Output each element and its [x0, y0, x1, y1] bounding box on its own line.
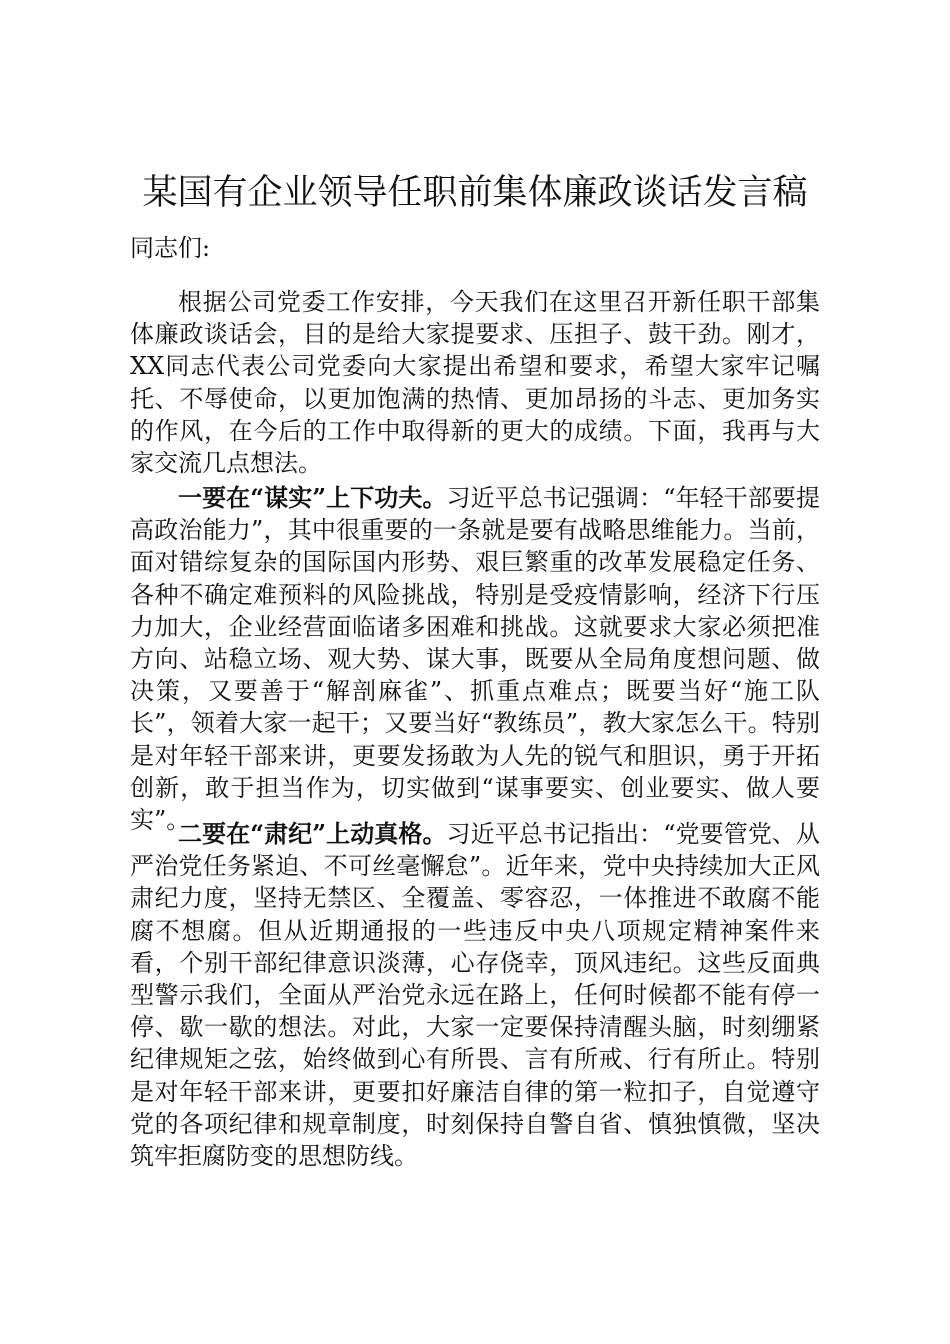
paragraph-point-one — [130, 482, 820, 836]
paragraph-body: 习近平总书记强调：“年轻干部要提高政治能力”，其中很重要的一条就是要有战略思维能力。当前，面对错综复杂的国际国内形势、艰巨繁重的改革发展稳定任务、各种不确定难预料的风险挑战，特别是受疫情影响，经济下行压力加大，企业经营面临诸多困难和挑战。这就要求大家必须把准方向、站稳立场、观大势、谋大事，既要从全局角度想问题、做决策，又要善于“解剖麻雀”、抓重点难点；既要当好“施工队长”，领着大家一起干；又要当好“教练员”，教大家怎么干。特别是对年轻干部来讲，更要发扬敢为人先的锐气和胆识，勇于开拓创新，敢于担当作为，切实做到“谋事要实、创业要实、做人要实”。 — [130, 484, 820, 835]
paragraph-body: 根据公司党委工作安排，今天我们在这里召开新任职干部集体廉政谈话会，目的是给大家提要求、压担子、鼓干劲。刚才，XX同志代表公司党委向大家提出希望和要求，希望大家牢记嘱托、不辱使命，以更加饱满的热情、更加昂扬的斗志、更加务实的作风，在今后的工作中取得新的更大的成绩。下面，我再与大家交流几点想法。 — [130, 288, 820, 478]
paragraph-point-two — [130, 818, 820, 1172]
paragraph-intro — [130, 286, 820, 479]
document-title: 某国有企业领导任职前集体廉政谈话发言稿 — [142, 173, 808, 213]
paragraph-lead-heading: 一要在“谋实”上下功夫。 — [178, 483, 447, 512]
paragraph-lead-heading: 二要在“肃纪”上动真格。 — [178, 819, 447, 848]
salutation: 同志们: — [130, 234, 211, 262]
paragraph-body: 习近平总书记指出：“党要管党、从严治党任务紧迫、不可丝毫懈怠”。近年来，党中央持续加大正风肃纪力度，坚持无禁区、全覆盖、零容忍，一体推进不敢腐不能腐不想腐。但从近期通报的一些违反中央八项规定精神案件来看，个别干部纪律意识淡薄，心存侥幸，顶风违纪。这些反面典型警示我们，全面从严治党永远在路上，任何时候都不能有停一停、歇一歇的想法。对此，大家一定要保持清醒头脑，时刻绷紧纪律规矩之弦，始终做到心有所畏、言有所戒、行有所止。特别是对年轻干部来讲，更要扣好廉洁自律的第一粒扣子，自觉遵守党的各项纪律和规章制度，时刻保持自警自省、慎独慎微，坚决筑牢拒腐防变的思想防线。 — [130, 820, 820, 1171]
